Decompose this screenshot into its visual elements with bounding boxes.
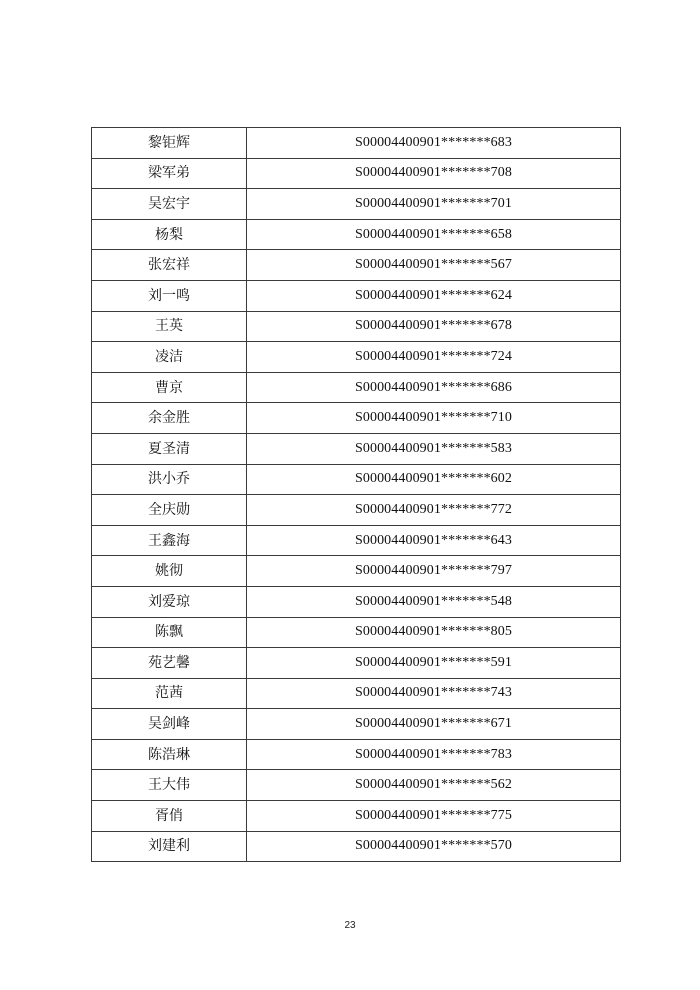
id-cell: S00004400901*******562 xyxy=(247,770,621,801)
table-row xyxy=(92,709,621,740)
id-cell: S00004400901*******671 xyxy=(247,709,621,740)
name-cell: 黎钜辉 xyxy=(92,128,247,159)
id-cell: S00004400901*******743 xyxy=(247,678,621,709)
name-cell: 姚彻 xyxy=(92,556,247,587)
roster-table-body xyxy=(92,128,621,862)
name-cell: 王大伟 xyxy=(92,770,247,801)
id-cell: S00004400901*******710 xyxy=(247,403,621,434)
table-row xyxy=(92,556,621,587)
id-cell: S00004400901*******772 xyxy=(247,495,621,526)
id-cell: S00004400901*******602 xyxy=(247,464,621,495)
id-cell: S00004400901*******570 xyxy=(247,831,621,862)
table-row xyxy=(92,801,621,832)
name-cell: 张宏祥 xyxy=(92,250,247,281)
name-cell: 曹京 xyxy=(92,372,247,403)
name-cell: 苑艺馨 xyxy=(92,648,247,679)
table-row xyxy=(92,525,621,556)
name-cell: 杨梨 xyxy=(92,219,247,250)
page-number: 23 xyxy=(344,920,356,931)
table-row xyxy=(92,311,621,342)
id-cell: S00004400901*******701 xyxy=(247,189,621,220)
table-row xyxy=(92,648,621,679)
table-row xyxy=(92,831,621,862)
id-cell: S00004400901*******797 xyxy=(247,556,621,587)
name-cell: 吴剑峰 xyxy=(92,709,247,740)
table-row xyxy=(92,495,621,526)
table-row xyxy=(92,128,621,159)
name-cell: 夏圣清 xyxy=(92,433,247,464)
roster-table xyxy=(91,127,621,862)
id-cell: S00004400901*******658 xyxy=(247,219,621,250)
id-cell: S00004400901*******591 xyxy=(247,648,621,679)
table-row xyxy=(92,770,621,801)
table-row xyxy=(92,189,621,220)
name-cell: 范茜 xyxy=(92,678,247,709)
name-cell: 吴宏宇 xyxy=(92,189,247,220)
name-cell: 余金胜 xyxy=(92,403,247,434)
table-row xyxy=(92,403,621,434)
name-cell: 洪小乔 xyxy=(92,464,247,495)
id-cell: S00004400901*******708 xyxy=(247,158,621,189)
name-cell: 凌洁 xyxy=(92,342,247,373)
table-row xyxy=(92,250,621,281)
table-row xyxy=(92,586,621,617)
name-cell: 胥俏 xyxy=(92,801,247,832)
table-row xyxy=(92,372,621,403)
table-row xyxy=(92,464,621,495)
table-row xyxy=(92,280,621,311)
name-cell: 陈浩琳 xyxy=(92,739,247,770)
table-row xyxy=(92,158,621,189)
name-cell: 刘建利 xyxy=(92,831,247,862)
id-cell: S00004400901*******683 xyxy=(247,128,621,159)
id-cell: S00004400901*******805 xyxy=(247,617,621,648)
name-cell: 陈飘 xyxy=(92,617,247,648)
id-cell: S00004400901*******686 xyxy=(247,372,621,403)
name-cell: 刘一鸣 xyxy=(92,280,247,311)
id-cell: S00004400901*******783 xyxy=(247,739,621,770)
table-row xyxy=(92,617,621,648)
id-cell: S00004400901*******567 xyxy=(247,250,621,281)
id-cell: S00004400901*******643 xyxy=(247,525,621,556)
id-cell: S00004400901*******583 xyxy=(247,433,621,464)
id-cell: S00004400901*******678 xyxy=(247,311,621,342)
name-cell: 刘爱琼 xyxy=(92,586,247,617)
id-cell: S00004400901*******624 xyxy=(247,280,621,311)
name-cell: 梁军弟 xyxy=(92,158,247,189)
table-row xyxy=(92,678,621,709)
name-cell: 王英 xyxy=(92,311,247,342)
table-row xyxy=(92,219,621,250)
id-cell: S00004400901*******548 xyxy=(247,586,621,617)
table-row xyxy=(92,739,621,770)
name-cell: 全庆勋 xyxy=(92,495,247,526)
table-row xyxy=(92,342,621,373)
id-cell: S00004400901*******775 xyxy=(247,801,621,832)
table-row xyxy=(92,433,621,464)
id-cell: S00004400901*******724 xyxy=(247,342,621,373)
name-cell: 王鑫海 xyxy=(92,525,247,556)
